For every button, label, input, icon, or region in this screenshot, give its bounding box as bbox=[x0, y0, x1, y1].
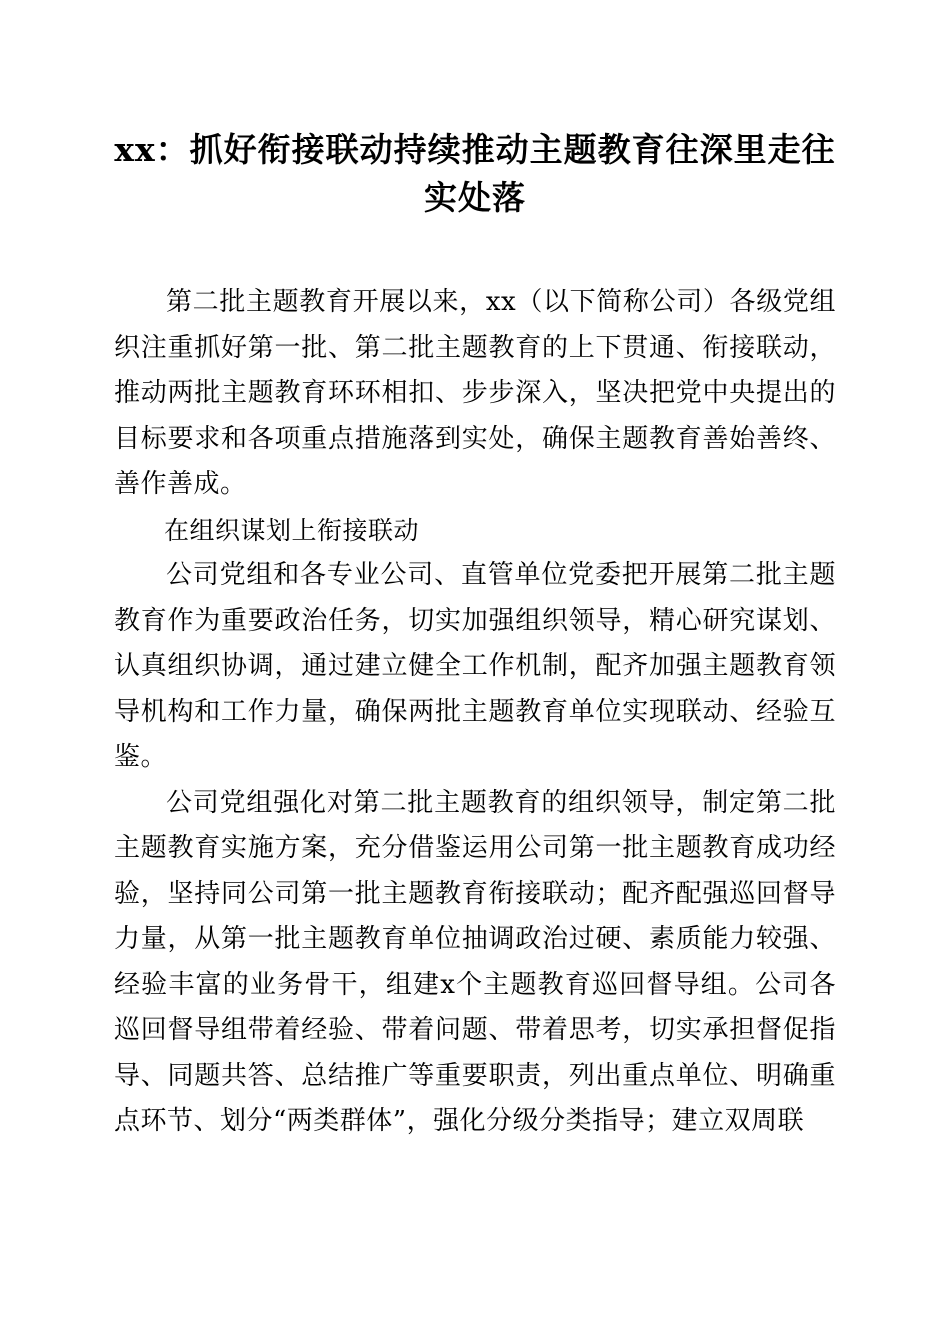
paragraph-intro: 第二批主题教育开展以来，xx（以下简称公司）各级党组织注重抓好第一批、第二批主题教育的上下贯通、衔接联动，推动两批主题教育环环相扣、步步深入，坚决把党中央提出的目标要求和各项重点措施落到实处，确保主题教育善始善终、善作善成。 bbox=[114, 287, 836, 499]
paragraph-body-2: 公司党组强化对第二批主题教育的组织领导，制定第二批主题教育实施方案，充分借鉴运用公司第一批主题教育成功经验，坚持同公司第一批主题教育衔接联动；配齐配强巡回督导力量，从第一批主题教育单位抽调政治过硬、素质能力较强、经验丰富的业务骨干，组建x个主题教育巡回督导组。公司各巡回督导组带着经验、带着问题、带着思考，切实承担督促指导、同题共答、总结推广等重要职责，列出重点单位、明确重点环节、划分“两类群体”，强化分级分类指导；建立双周联 bbox=[114, 787, 836, 1136]
section-heading-organization: 在组织谋划上衔接联动 bbox=[164, 515, 420, 545]
paragraph-body-1: 公司党组和各专业公司、直管单位党委把开展第二批主题教育作为重要政治任务，切实加强组织领导，精心研究谋划、认真组织协调，通过建立健全工作机制，配齐加强主题教育领导机构和工作力量，确保两批主题教育单位实现联动、经验互鉴。 bbox=[114, 560, 836, 772]
document-title: xx：抓好衔接联动持续推动主题教育往深里走往实处落 bbox=[114, 130, 836, 217]
